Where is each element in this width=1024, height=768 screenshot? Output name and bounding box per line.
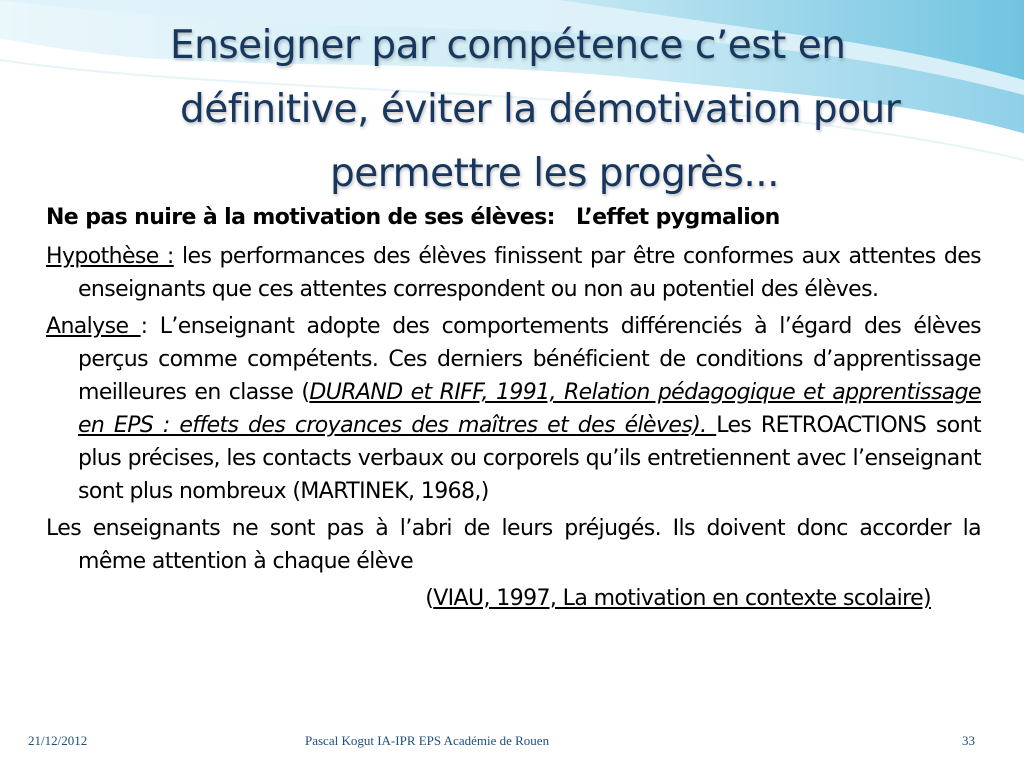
viau-citation — [46, 582, 981, 615]
slide-body — [46, 200, 981, 619]
durand-riff-reference-link[interactable]: DURAND et RIFF, 1991, Relation pédagogique et apprentissage en EPS : effets des croyances des maîtres et des élèves). — [78, 380, 981, 438]
viau-citation-link[interactable]: VIAU, 1997, La motivation en contexte scolaire) — [433, 586, 931, 611]
analysis-text-2: Les RETROACTIONS sont plus précises, les contacts verbaux ou corporels qu’ils entretiennent avec l’enseignant sont plus nombreux (MARTINEK, 1968,) — [78, 413, 981, 504]
heading-main: Ne pas nuire à la motivation de ses élèves: — [46, 205, 555, 230]
hypothesis-text: les performances des élèves finissent par être conformes aux attentes des enseignants que ces attentes correspondent ou non au potentiel des élèves. — [78, 244, 981, 302]
heading-sub: L’effet pygmalion — [575, 205, 780, 230]
footer-page-number: 33 — [962, 733, 975, 748]
title-line-2: définitive, éviter la démotivation pour — [180, 87, 901, 132]
slide-title — [110, 14, 960, 206]
section-heading — [46, 200, 981, 236]
hypothesis-paragraph — [46, 240, 981, 306]
analysis-label: Analyse — [46, 314, 141, 339]
footer-date: 21/12/2012 — [28, 733, 88, 748]
prejudice-paragraph: Les enseignants ne sont pas à l’abri de leurs préjugés. Ils doivent donc accorder la même attention à chaque élève — [46, 516, 981, 574]
footer-author: Pascal Kogut IA-IPR EPS Académie de Rouen — [305, 733, 550, 748]
analysis-paragraph — [46, 310, 981, 508]
hypothesis-label: Hypothèse : — [46, 244, 174, 269]
title-line-3: permettre les progrès... — [330, 151, 780, 196]
analysis-text-1: : L’enseignant adopte des comportements différenciés à l’égard des élèves perçus comme compétents. Ces derniers bénéficient de conditions d’apprentissage meilleures en classe ( — [78, 314, 981, 405]
title-line-1: Enseigner par compétence c’est en — [170, 23, 846, 68]
citation-open-paren: ( — [425, 586, 434, 611]
